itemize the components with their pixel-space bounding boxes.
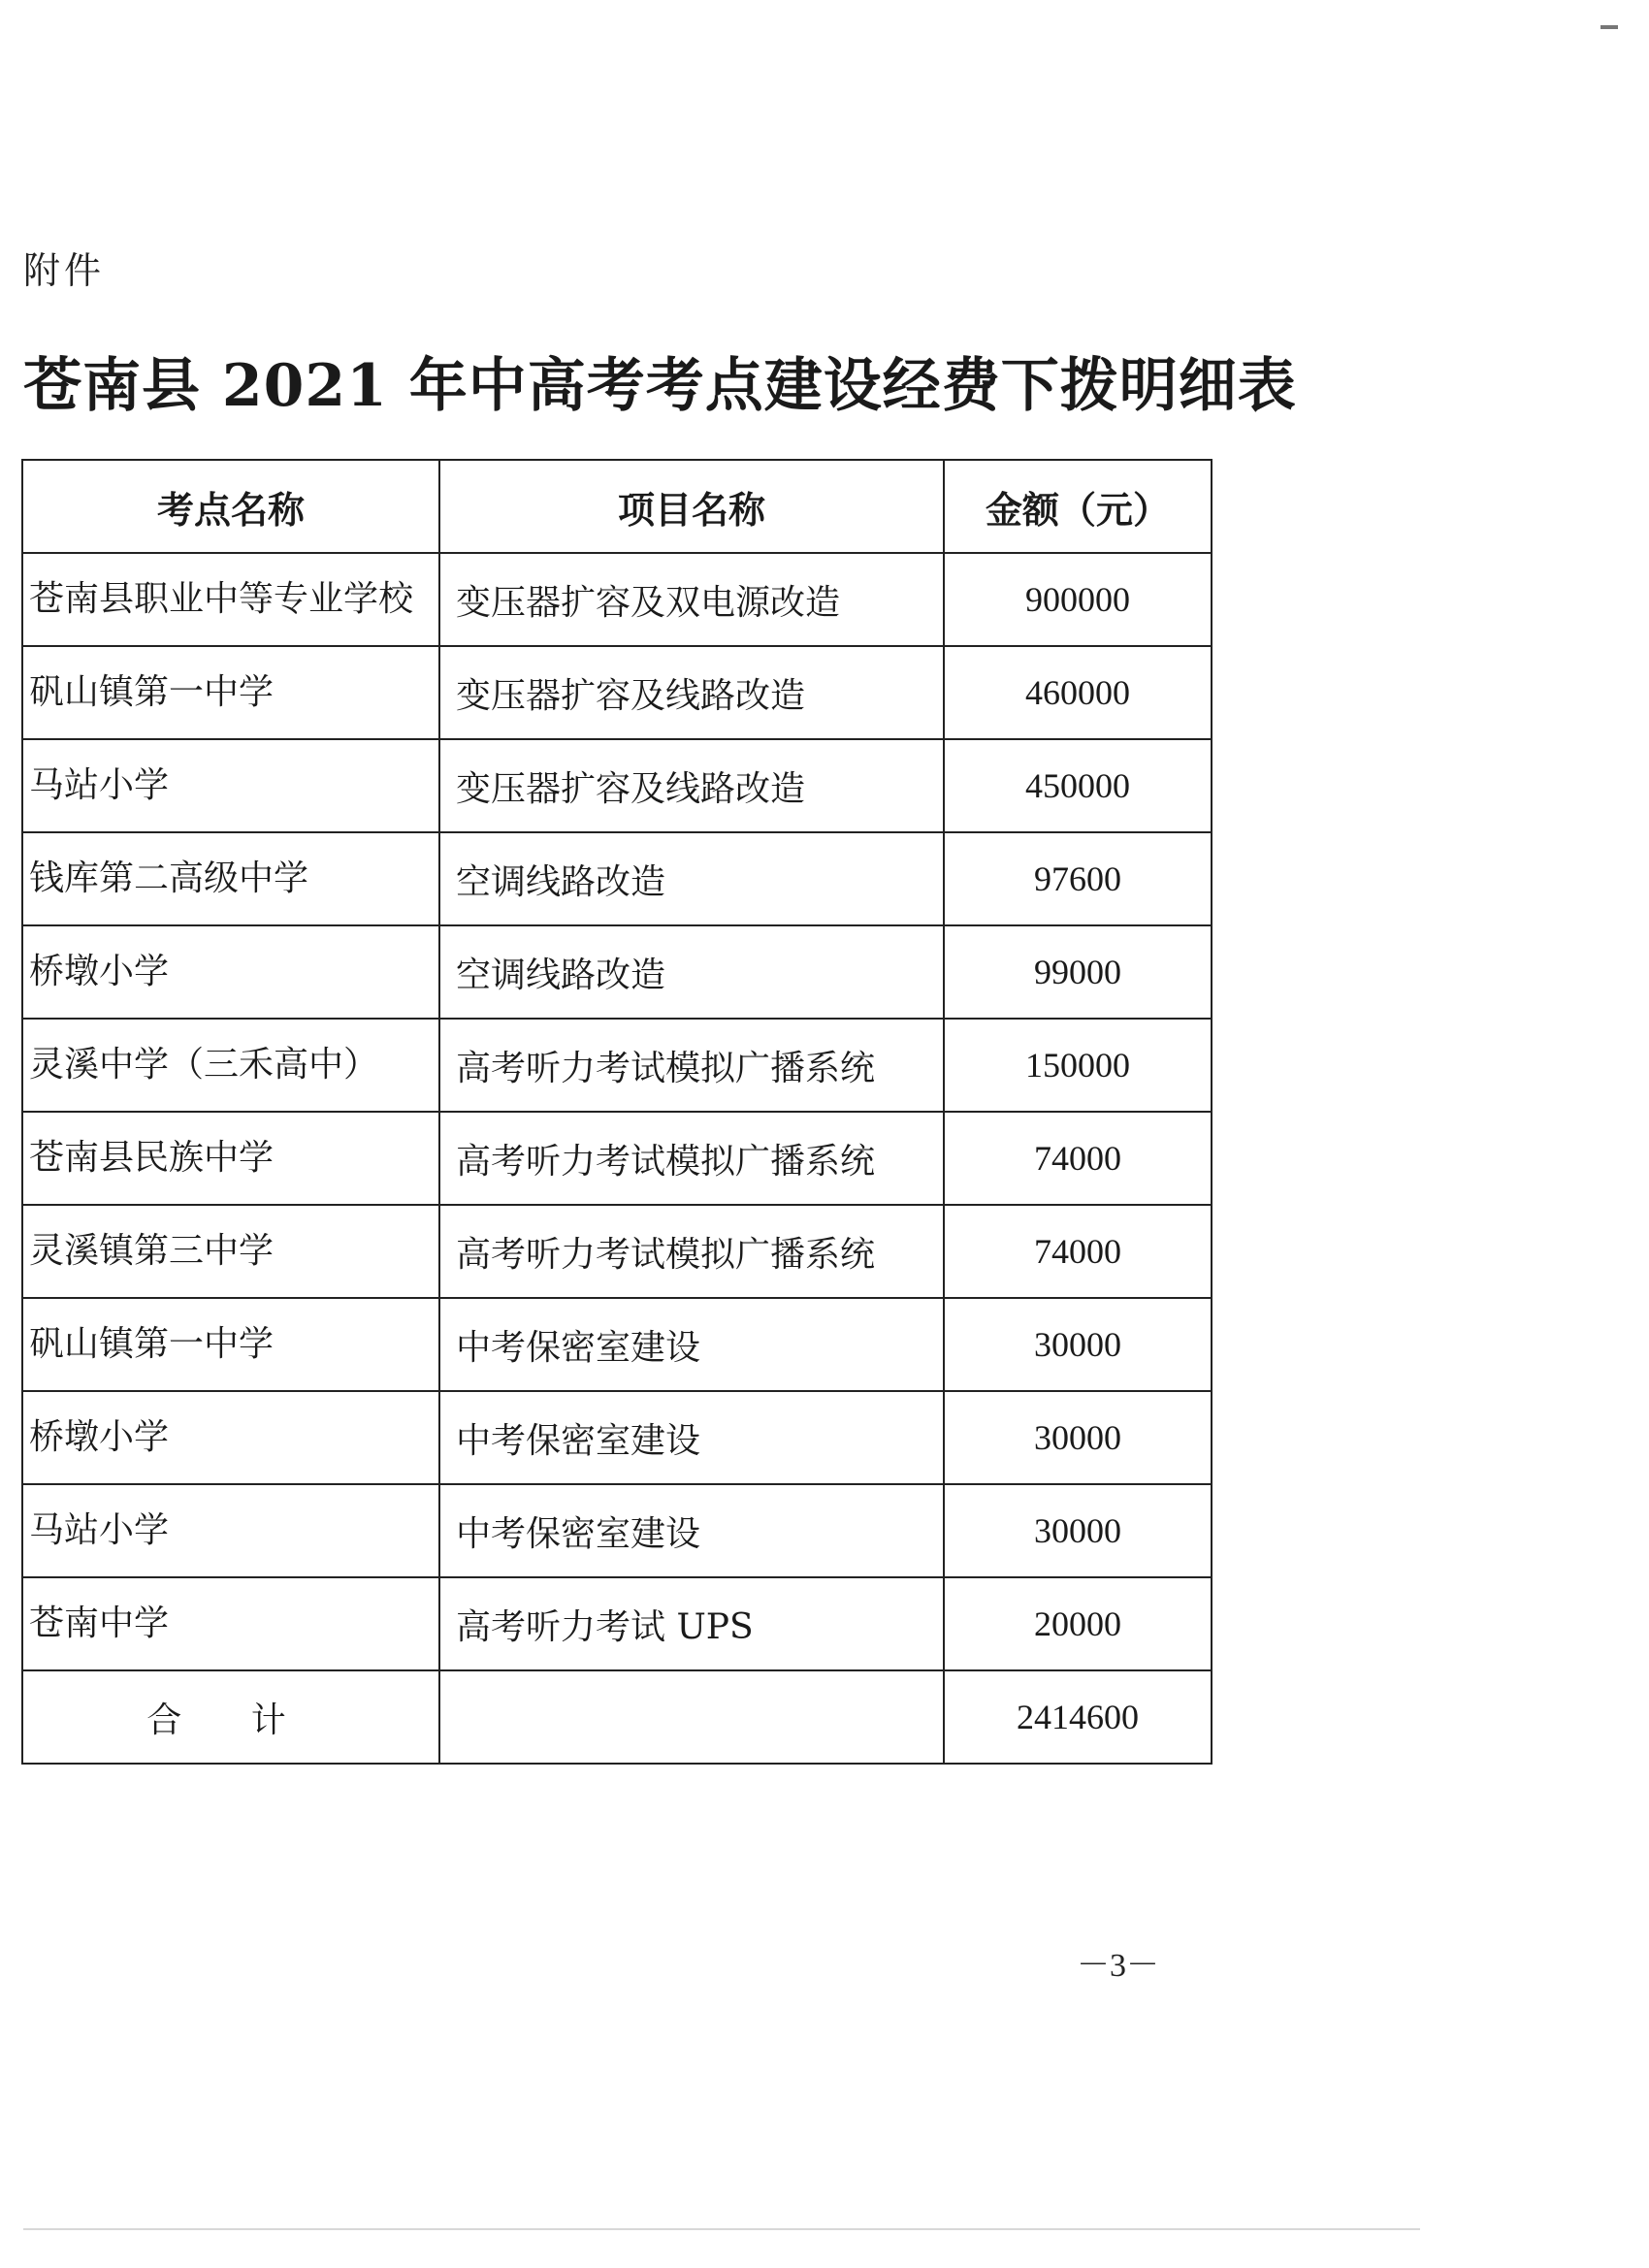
total-project bbox=[439, 1670, 944, 1764]
table-row bbox=[22, 1205, 1212, 1298]
cell-site: 马站小学 bbox=[22, 739, 439, 832]
cell-amount: 74000 bbox=[944, 1205, 1212, 1298]
table-row bbox=[22, 1112, 1212, 1205]
total-row bbox=[22, 1670, 1212, 1764]
header-amount: 金额（元） bbox=[944, 460, 1212, 553]
cell-amount: 30000 bbox=[944, 1391, 1212, 1484]
cell-amount: 900000 bbox=[944, 553, 1212, 646]
table-row bbox=[22, 1484, 1212, 1577]
table-row bbox=[22, 1391, 1212, 1484]
cell-amount: 20000 bbox=[944, 1577, 1212, 1670]
cell-site: 苍南县民族中学 bbox=[22, 1112, 439, 1205]
scan-mark bbox=[1600, 25, 1618, 29]
cell-project: 变压器扩容及线路改造 bbox=[439, 646, 944, 739]
total-label: 合 计 bbox=[22, 1670, 439, 1764]
cell-amount: 74000 bbox=[944, 1112, 1212, 1205]
cell-project: 高考听力考试 UPS bbox=[439, 1577, 944, 1670]
cell-project: 中考保密室建设 bbox=[439, 1391, 944, 1484]
page-number: －3－ bbox=[1077, 1948, 1159, 1984]
total-amount: 2414600 bbox=[944, 1670, 1212, 1764]
cell-amount: 450000 bbox=[944, 739, 1212, 832]
cell-site: 矾山镇第一中学 bbox=[22, 646, 439, 739]
header-site: 考点名称 bbox=[22, 460, 439, 553]
cell-site: 桥墩小学 bbox=[22, 1391, 439, 1484]
cell-project: 空调线路改造 bbox=[439, 925, 944, 1019]
attachment-label: 附件 bbox=[23, 249, 106, 292]
cell-project: 高考听力考试模拟广播系统 bbox=[439, 1205, 944, 1298]
cell-site: 马站小学 bbox=[22, 1484, 439, 1577]
table-row bbox=[22, 1577, 1212, 1670]
table-row bbox=[22, 832, 1212, 925]
table-row bbox=[22, 1298, 1212, 1391]
cell-project: 高考听力考试模拟广播系统 bbox=[439, 1112, 944, 1205]
table-row bbox=[22, 646, 1212, 739]
cell-site: 苍南县职业中等专业学校 bbox=[22, 553, 439, 646]
cell-site: 桥墩小学 bbox=[22, 925, 439, 1019]
table-row bbox=[22, 1019, 1212, 1112]
cell-amount: 30000 bbox=[944, 1484, 1212, 1577]
cell-site: 灵溪中学（三禾高中） bbox=[22, 1019, 439, 1112]
cell-amount: 460000 bbox=[944, 646, 1212, 739]
page-title: 苍南县 2021 年中高考考点建设经费下拨明细表 bbox=[23, 352, 1297, 420]
table-header-row bbox=[22, 460, 1212, 553]
table-row bbox=[22, 553, 1212, 646]
header-project: 项目名称 bbox=[439, 460, 944, 553]
cell-site: 钱库第二高级中学 bbox=[22, 832, 439, 925]
footer-divider bbox=[23, 2228, 1420, 2230]
cell-project: 高考听力考试模拟广播系统 bbox=[439, 1019, 944, 1112]
cell-amount: 150000 bbox=[944, 1019, 1212, 1112]
table-row bbox=[22, 739, 1212, 832]
cell-project: 变压器扩容及线路改造 bbox=[439, 739, 944, 832]
cell-amount: 97600 bbox=[944, 832, 1212, 925]
cell-project: 空调线路改造 bbox=[439, 832, 944, 925]
cell-amount: 30000 bbox=[944, 1298, 1212, 1391]
allocation-table bbox=[21, 459, 1212, 1765]
cell-project: 中考保密室建设 bbox=[439, 1484, 944, 1577]
cell-project: 中考保密室建设 bbox=[439, 1298, 944, 1391]
cell-project: 变压器扩容及双电源改造 bbox=[439, 553, 944, 646]
table-row bbox=[22, 925, 1212, 1019]
cell-site: 灵溪镇第三中学 bbox=[22, 1205, 439, 1298]
cell-site: 苍南中学 bbox=[22, 1577, 439, 1670]
cell-site: 矾山镇第一中学 bbox=[22, 1298, 439, 1391]
cell-amount: 99000 bbox=[944, 925, 1212, 1019]
